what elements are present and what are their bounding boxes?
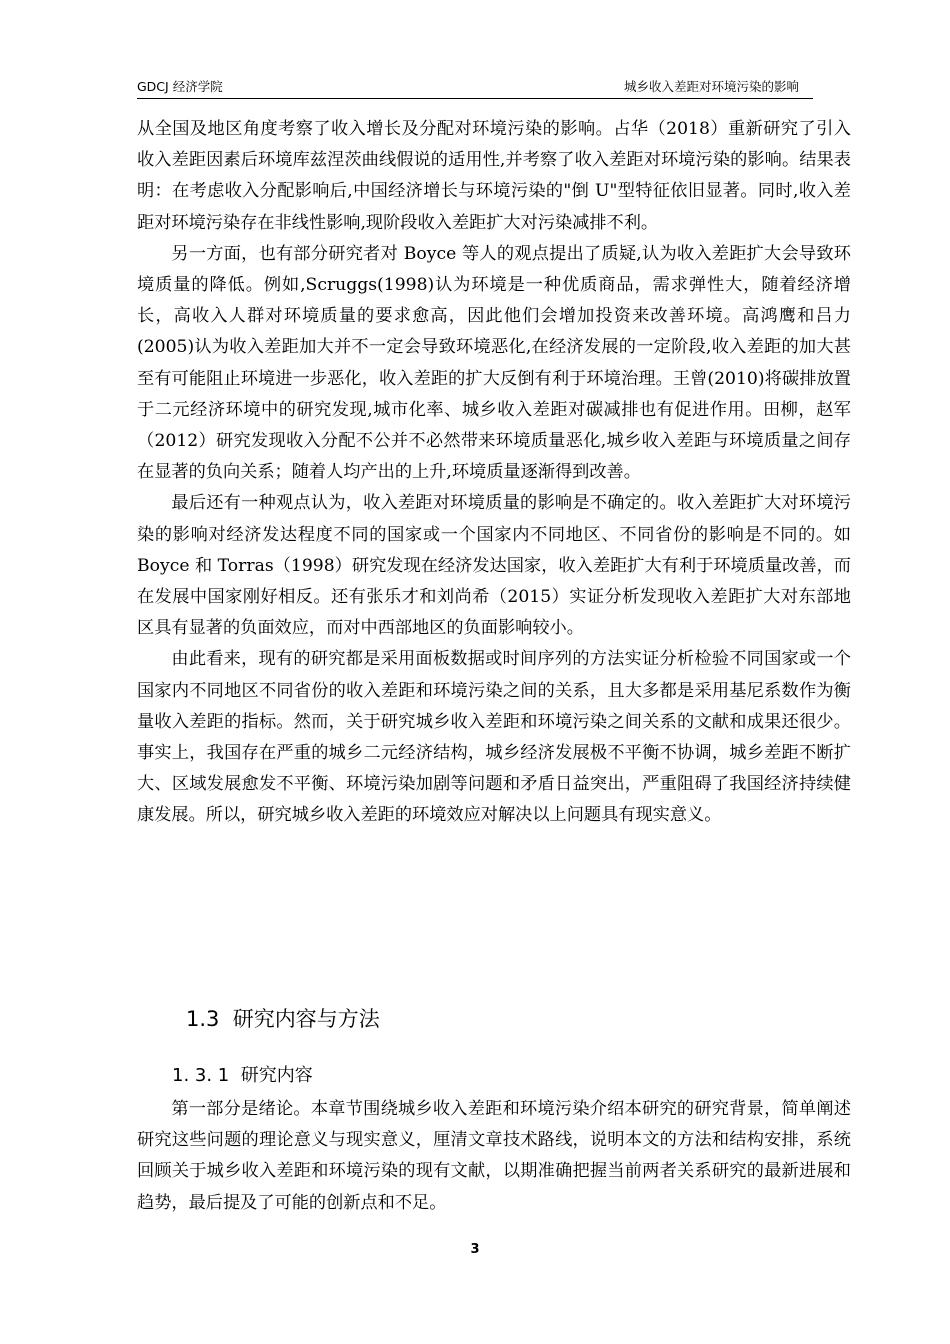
page-header [137,78,813,99]
subsection-number: 1. 3. 1 [172,1065,230,1086]
header-right-text: 城乡收入差距对环境污染的影响 [623,79,799,94]
main-text [137,114,851,832]
subsection-heading [172,1062,313,1090]
paragraph: 由此看来，现有的研究都是采用面板数据或时间序列的方法实证分析检验不同国家或一个国家内不同地区不同省份的收入差距和环境污染之间的关系，且大多都是采用基尼系数作为衡量收入差距的指标。然而，关于研究城乡收入差距和环境污染之间关系的文献和成果还很少。事实上，我国存在严重的城乡二元经济结构，城乡经济发展极不平衡不协调，城乡差距不断扩大、区域发展愈发不平衡、环境污染加剧等问题和矛盾日益突出，严重阻碍了我国经济持续健康发展。所以，研究城乡收入差距的环境效应对解决以上问题具有现实意义。 [137,649,851,826]
paragraph: 另一方面，也有部分研究者对 Boyce 等人的观点提出了质疑,认为收入差距扩大会导致环境质量的降低。例如,Scruggs(1998)认为环境是一种优质商品，需求弹性大，随着经济增长，高收入人群对环境质量的要求愈高，因此他们会增加投资来改善环境。高鸿鹰和吕力(2005)认为收入差距加大并不一定会导致环境恶化,在经济发展的一定阶段,收入差距的加大甚至有可能阻止环境进一步恶化，收入差距的扩大反倒有利于环境治理。王曾(2010)将碳排放置于二元经济环境中的研究发现,城市化率、城乡收入差距对碳减排也有促进作用。田柳，赵军（2012）研究发现收入分配不公并不必然带来环境质量恶化,城乡收入差距与环境质量之间存在显著的负向关系；随着人均产出的上升,环境质量逐渐得到改善。 [137,243,851,483]
paragraph: 第一部分是绪论。本章节围绕城乡收入差距和环境污染介绍本研究的研究背景，简单阐述研究这些问题的理论意义与现实意义，厘清文章技术路线，说明本文的方法和结构安排，系统回顾关于城乡收入差距和环境污染的现有文献，以期准确把握当前两者关系研究的最新进展和趋势，最后提及了可能的创新点和不足。 [137,1099,851,1213]
subsection-text [137,1094,851,1219]
subsection-title: 研究内容 [240,1065,313,1086]
paragraph: 最后还有一种观点认为，收入差距对环境质量的影响是不确定的。收入差距扩大对环境污染的影响对经济发达程度不同的国家或一个国家内不同地区、不同省份的影响是不同的。如 Boyce 和 Torras（1998）研究发现在经济发达国家，收入差距扩大有利于环境质量改善，而在发展中国家刚好相反。还有张乐才和刘尚希（2015）实证分析发现收入差距扩大对东部地区具有显著的负面效应，而对中西部地区的负面影响较小。 [137,493,851,639]
section-number: 1.3 [186,1007,220,1031]
section-title: 研究内容与方法 [232,1007,380,1031]
paragraph-continued: 从全国及地区角度考察了收入增长及分配对环境污染的影响。占华（2018）重新研究了引入收入差距因素后环境库兹涅茨曲线假说的适用性,并考察了收入差距对环境污染的影响。结果表明：在考虑收入分配影响后,中国经济增长与环境污染的"倒 U"型特征依旧显著。同时,收入差距对环境污染存在非线性影响,现阶段收入差距扩大对污染减排不利。 [137,119,851,233]
page-number: 3 [470,1242,480,1257]
section-heading [186,1004,380,1034]
header-left-text: GDCJ 经济学院 [137,79,223,94]
